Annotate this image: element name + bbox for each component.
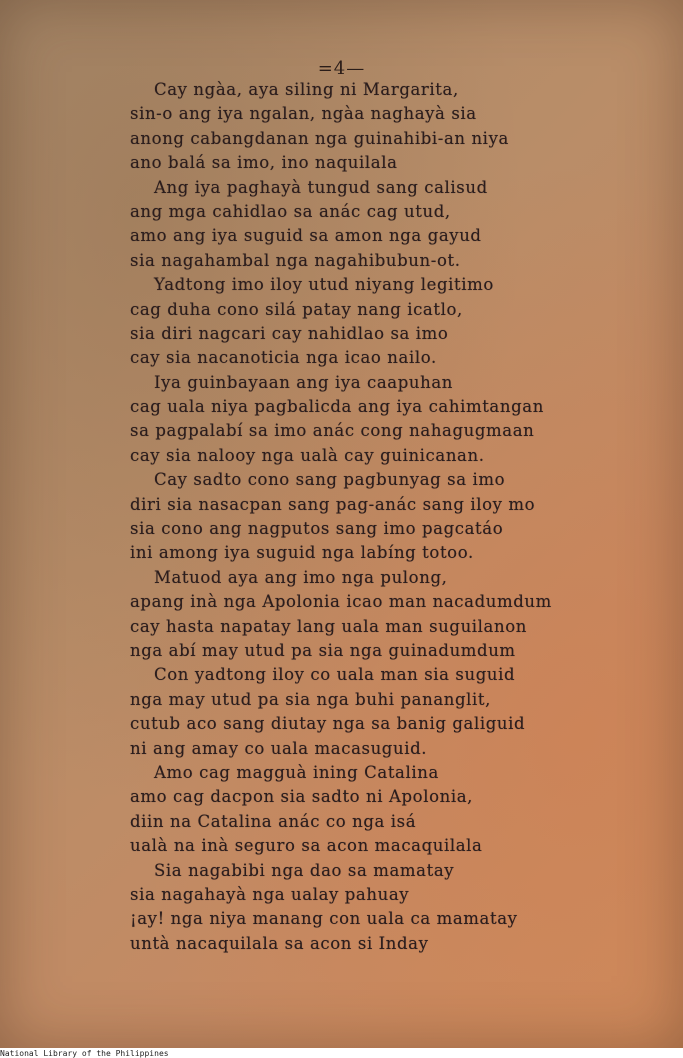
poem-line: sia nagahayà nga ualay pahuay	[130, 884, 410, 904]
poem-line: sia nagahambal nga nagahibubun-ot.	[130, 250, 461, 270]
poem-line: Yadtong imo iloy utud niyang legitimo	[154, 275, 494, 295]
poem-line: Con yadtong iloy co uala man sia suguid	[154, 665, 516, 685]
poem-line: anong cabangdanan nga guinahibi-an niya	[130, 128, 509, 148]
poem-line: diri sia nasacpan sang pag-anác sang iloy mo	[130, 494, 536, 514]
poem-line: cag uala niya pagbalicda ang iya cahimtangan	[130, 397, 544, 417]
poem-line: Cay sadto cono sang pagbunyag sa imo	[154, 470, 506, 490]
poem-line: ang mga cahidlao sa anác cag utud,	[130, 201, 451, 221]
poem-body	[130, 78, 650, 956]
poem-line: nga abí may utud pa sia nga guinadumdum	[130, 640, 516, 660]
poem-line: Cay ngàa, aya siling ni Margarita,	[154, 80, 459, 99]
poem-line: Iya guinbayaan ang iya caapuhan	[154, 372, 454, 392]
poem-line: Sia nagabibi nga dao sa mamatay	[154, 860, 455, 880]
poem-line: cutub aco sang diutay nga sa banig galiguid	[130, 714, 526, 734]
poem-line: sin-o ang iya ngalan, ngàa naghayà sia	[130, 104, 477, 124]
poem-line: sa pagpalabí sa imo anác cong nahagugmaan	[130, 421, 535, 441]
page-number: =4—	[317, 58, 366, 79]
poem-line: amo cag dacpon sia sadto ni Apolonia,	[130, 787, 474, 807]
poem-line: ini among iya suguid nga labíng totoo.	[130, 543, 474, 563]
poem-line: diin na Catalina anác co nga isá	[130, 811, 417, 831]
poem-line: ni ang amay co uala macasuguid.	[130, 738, 428, 758]
poem-line: Amo cag magguà ining Catalina	[154, 762, 439, 782]
poem-line: sia diri nagcari cay nahidlao sa imo	[130, 323, 449, 343]
poem-line: ano balá sa imo, ino naquilala	[130, 153, 398, 173]
poem-line: cag duha cono silá patay nang icatlo,	[130, 299, 463, 319]
poem-line: ualà na inà seguro sa acon macaquilala	[130, 836, 483, 856]
poem-line: sia cono ang nagputos sang imo pagcatáo	[130, 519, 504, 539]
poem-line: cay hasta napatay lang uala man suguilanon	[130, 616, 527, 636]
poem-line: nga may utud pa sia nga buhi pananglit,	[130, 689, 491, 709]
poem-line: amo ang iya suguid sa amon nga gayud	[130, 226, 482, 246]
poem-line: untà nacaquilala sa acon si Inday	[130, 933, 429, 953]
poem-line: cay sia nalooy nga ualà cay guinicanan.	[130, 445, 485, 465]
poem-line: cay sia nacanoticia nga icao nailo.	[130, 348, 437, 368]
poem-line: Ang iya paghayà tungud sang calisud	[154, 177, 488, 197]
poem-line: ¡ay! nga niya manang con uala ca mamatay	[130, 909, 518, 929]
poem-line: apang inà nga Apolonia icao man nacadumdum	[130, 592, 552, 612]
library-credit: National Library of the Philippines	[0, 1049, 169, 1058]
poem-line: Matuod aya ang imo nga pulong,	[154, 567, 448, 587]
